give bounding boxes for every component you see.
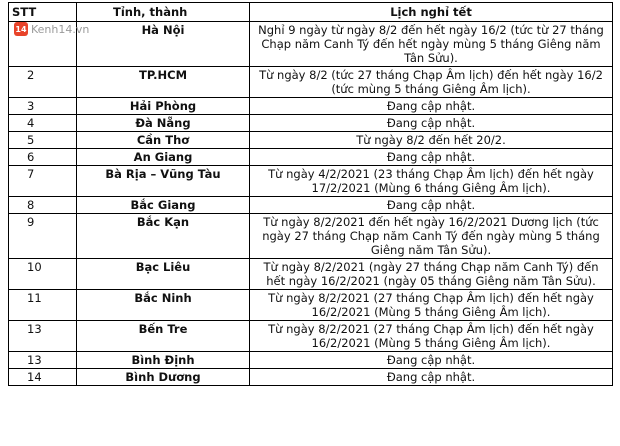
table-row xyxy=(9,115,613,132)
table-row xyxy=(9,321,613,352)
row-schedule: Từ ngày 8/2/2021 đến hết ngày 16/2/2021 Dương lịch (tức ngày 27 tháng Chạp năm Canh Tý đến ngày mùng 5 tháng Giêng năm Tân Sửu). xyxy=(250,214,613,259)
table-row xyxy=(9,22,613,67)
row-stt: 13 xyxy=(9,321,77,352)
row-province: Bắc Kạn xyxy=(77,214,250,259)
row-schedule: Đang cập nhật. xyxy=(250,197,613,214)
table-row xyxy=(9,290,613,321)
row-schedule: Nghỉ 9 ngày từ ngày 8/2 đến hết ngày 16/2 (tức từ 27 tháng Chạp năm Canh Tý đến hết ngày mùng 5 tháng Giêng năm Tân Sửu). xyxy=(250,22,613,67)
row-province: Hà Nội xyxy=(77,22,250,67)
header-province: Tỉnh, thành xyxy=(77,3,250,22)
kenh14-watermark xyxy=(14,22,89,36)
row-stt: 14 xyxy=(9,369,77,386)
row-province: Bình Dương xyxy=(77,369,250,386)
row-province: Bắc Ninh xyxy=(77,290,250,321)
row-schedule: Đang cập nhật. xyxy=(250,369,613,386)
header-stt: STT xyxy=(9,3,77,22)
table-row xyxy=(9,132,613,149)
table-row xyxy=(9,259,613,290)
row-stt: 11 xyxy=(9,290,77,321)
row-stt: 7 xyxy=(9,166,77,197)
table-row xyxy=(9,149,613,166)
row-stt: 10 xyxy=(9,259,77,290)
row-schedule: Từ ngày 8/2 (tức 27 tháng Chạp Âm lịch) đến hết ngày 16/2 (tức mùng 5 tháng Giêng Âm lịch). xyxy=(250,67,613,98)
table-row xyxy=(9,197,613,214)
row-province: Bình Định xyxy=(77,352,250,369)
row-schedule: Đang cập nhật. xyxy=(250,98,613,115)
row-stt: 8 xyxy=(9,197,77,214)
row-stt: 3 xyxy=(9,98,77,115)
kenh14-logo-icon: 14 xyxy=(14,22,28,36)
tet-holiday-table xyxy=(8,2,613,386)
row-province: Hải Phòng xyxy=(77,98,250,115)
row-schedule: Từ ngày 8/2/2021 (27 tháng Chạp Âm lịch) đến hết ngày 16/2/2021 (Mùng 5 tháng Giêng Âm lịch). xyxy=(250,321,613,352)
row-province: TP.HCM xyxy=(77,67,250,98)
table-row xyxy=(9,166,613,197)
row-stt: 6 xyxy=(9,149,77,166)
row-province: Bà Rịa – Vũng Tàu xyxy=(77,166,250,197)
row-schedule: Đang cập nhật. xyxy=(250,149,613,166)
row-stt: 2 xyxy=(9,67,77,98)
row-schedule: Đang cập nhật. xyxy=(250,352,613,369)
row-schedule: Từ ngày 4/2/2021 (23 tháng Chạp Âm lịch) đến hết ngày 17/2/2021 (Mùng 6 tháng Giêng Âm lịch). xyxy=(250,166,613,197)
row-province: Bạc Liêu xyxy=(77,259,250,290)
row-schedule: Từ ngày 8/2/2021 (27 tháng Chạp Âm lịch) đến hết ngày 16/2/2021 (Mùng 5 tháng Giêng Âm lịch). xyxy=(250,290,613,321)
row-schedule: Từ ngày 8/2/2021 (ngày 27 tháng Chạp năm Canh Tý) đến hết ngày 16/2/2021 (ngày 05 tháng Giêng năm Tân Sửu). xyxy=(250,259,613,290)
table-row xyxy=(9,98,613,115)
row-province: Đà Nẵng xyxy=(77,115,250,132)
row-stt: 13 xyxy=(9,352,77,369)
row-schedule: Đang cập nhật. xyxy=(250,115,613,132)
table-header-row xyxy=(9,3,613,22)
row-province: Bến Tre xyxy=(77,321,250,352)
row-stt: 9 xyxy=(9,214,77,259)
row-province: Cần Thơ xyxy=(77,132,250,149)
row-stt: 5 xyxy=(9,132,77,149)
row-province: Bắc Giang xyxy=(77,197,250,214)
row-schedule: Từ ngày 8/2 đến hết 20/2. xyxy=(250,132,613,149)
table-row xyxy=(9,67,613,98)
table-row xyxy=(9,214,613,259)
row-province: An Giang xyxy=(77,149,250,166)
watermark-text: Kenh14.vn xyxy=(31,22,90,36)
row-stt: 4 xyxy=(9,115,77,132)
header-schedule: Lịch nghỉ tết xyxy=(250,3,613,22)
table-row xyxy=(9,369,613,386)
table-row xyxy=(9,352,613,369)
